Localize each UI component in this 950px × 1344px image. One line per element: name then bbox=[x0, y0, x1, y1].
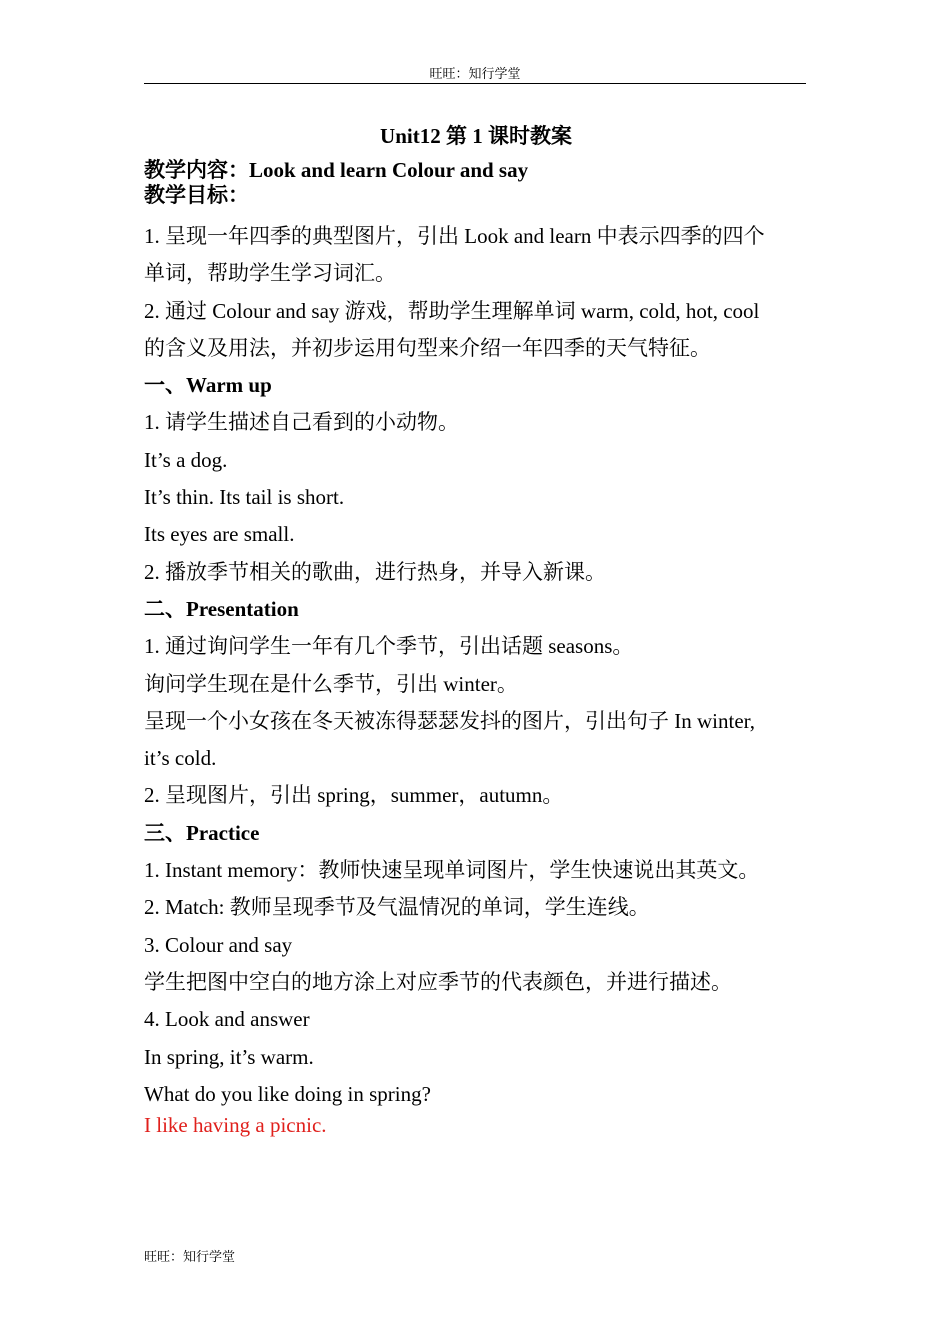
warm-up-line: It’s thin. Its tail is short. bbox=[144, 485, 345, 510]
teaching-content-label: 教学内容：Look and learn Colour and say bbox=[144, 158, 529, 182]
goal-line: 1. 呈现一年四季的典型图片，引出 Look and learn 中表示四季的四个 bbox=[144, 224, 765, 248]
practice-line: 学生把图中空白的地方涂上对应季节的代表颜色，并进行描述。 bbox=[144, 969, 732, 994]
practice-line: 3. Colour and say bbox=[144, 932, 293, 957]
section-heading-practice: 三、Practice bbox=[144, 820, 260, 845]
presentation-line: 2. 呈现图片，引出 spring，summer，autumn。 bbox=[144, 783, 564, 808]
page-footer: 旺旺：知行学堂 bbox=[144, 1249, 236, 1264]
goal-line: 单词，帮助学生学习词汇。 bbox=[144, 261, 396, 286]
presentation-line: 呈现一个小女孩在冬天被冻得瑟瑟发抖的图片，引出句子 In winter, bbox=[144, 708, 756, 733]
practice-line: What do you like doing in spring? bbox=[144, 1081, 431, 1106]
page-header: 旺旺：知行学堂 bbox=[429, 66, 521, 81]
presentation-line: it’s cold. bbox=[144, 746, 217, 771]
warm-up-line: 1. 请学生描述自己看到的小动物。 bbox=[144, 410, 459, 435]
goal-line: 2. 通过 Colour and say 游戏，帮助学生理解单词 warm, cold, hot, cool bbox=[144, 298, 760, 323]
spacer bbox=[144, 208, 808, 218]
section-heading-warm-up: 一、Warm up bbox=[144, 373, 272, 398]
teaching-goals-label: 教学目标： bbox=[144, 183, 249, 207]
warm-up-line: It’s a dog. bbox=[144, 447, 228, 472]
presentation-line: 1. 通过询问学生一年有几个季节，引出话题 seasons。 bbox=[144, 634, 634, 659]
warm-up-line: 2. 播放季节相关的歌曲，进行热身，并导入新课。 bbox=[144, 559, 606, 584]
practice-line: 4. Look and answer bbox=[144, 1007, 310, 1032]
practice-line: In spring, it’s warm. bbox=[144, 1044, 314, 1069]
practice-answer-red: I like having a picnic. bbox=[144, 1113, 327, 1138]
header-divider bbox=[144, 83, 806, 84]
presentation-line: 询问学生现在是什么季节，引出 winter。 bbox=[144, 671, 518, 696]
document-body bbox=[144, 120, 808, 1138]
document-title: Unit12 第 1 课时教案 bbox=[380, 124, 572, 148]
goal-line: 的含义及用法，并初步运用句型来介绍一年四季的天气特征。 bbox=[144, 335, 711, 360]
section-heading-presentation: 二、Presentation bbox=[144, 596, 299, 621]
warm-up-line: Its eyes are small. bbox=[144, 522, 295, 547]
practice-line: 1. Instant memory：教师快速呈现单词图片，学生快速说出其英文。 bbox=[144, 858, 760, 883]
practice-line: 2. Match: 教师呈现季节及气温情况的单词，学生连线。 bbox=[144, 895, 650, 920]
